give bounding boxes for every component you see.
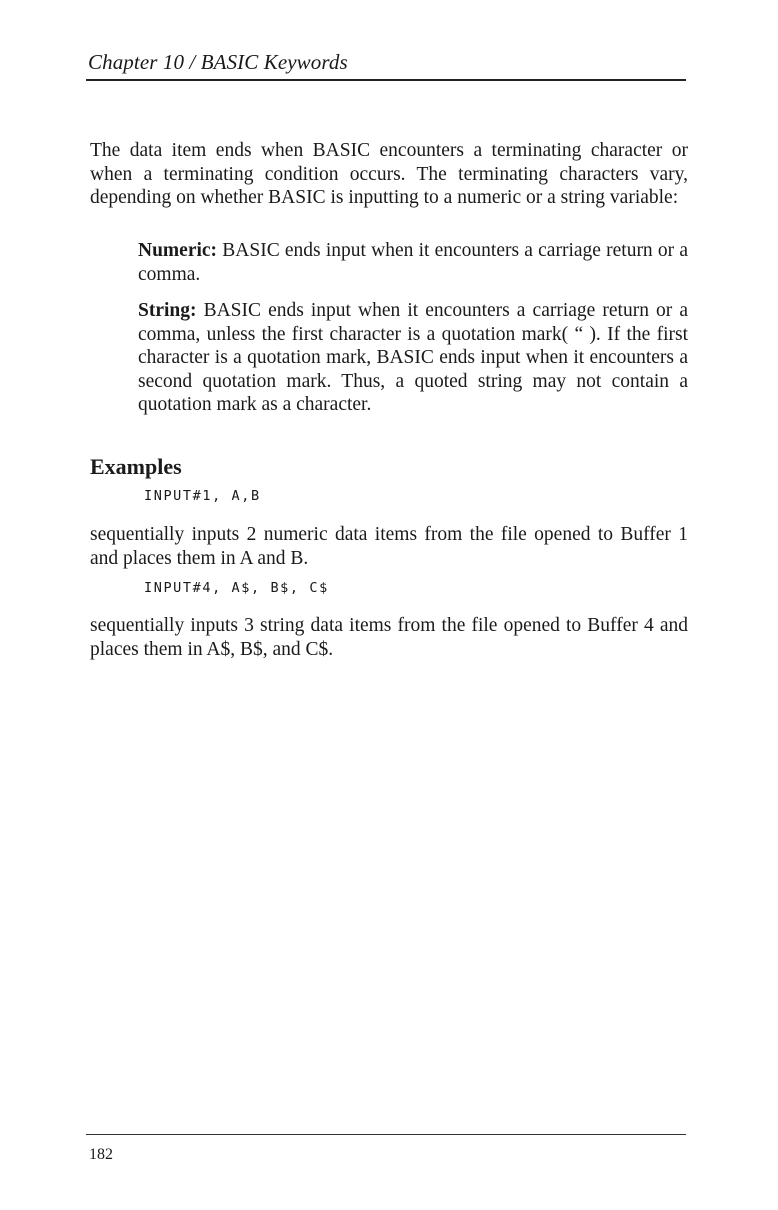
intro-paragraph: The data item ends when BASIC encounters a terminating character or when a terminating condition occurs. The terminating characters vary, depending on whether BASIC is inputting to a numeric or a string variable: xyxy=(90,140,688,208)
numeric-description: BASIC ends input when it encounters a carriage return or a comma. xyxy=(138,240,688,285)
numeric-term: Numeric: xyxy=(138,240,218,261)
string-description: BASIC ends input when it encounters a carriage return or a comma, unless the first character is a quotation mark( “ ). If the first character is a quotation mark, BASIC ends input when it encounters a second quotation mark. Thus, a quoted string may not contain a quotation mark as a character. xyxy=(138,300,688,415)
string-definition xyxy=(138,299,688,417)
string-term: String: xyxy=(138,300,197,321)
code-example-1: INPUT#1, A,B xyxy=(144,488,261,504)
example-1-description: sequentially inputs 2 numeric data items from the file opened to Buffer 1 and places them in A and B. xyxy=(90,524,688,569)
code-example-2: INPUT#4, A$, B$, C$ xyxy=(144,580,329,596)
examples-heading: Examples xyxy=(90,454,182,479)
header-rule xyxy=(86,79,686,81)
numeric-definition xyxy=(138,239,688,286)
footer-rule xyxy=(86,1134,686,1135)
example-2-description: sequentially inputs 3 string data items from the file opened to Buffer 4 and places them in A$, B$, and C$. xyxy=(90,615,688,660)
page-number: 182 xyxy=(89,1146,113,1163)
running-head: Chapter 10 / BASIC Keywords xyxy=(88,50,348,74)
